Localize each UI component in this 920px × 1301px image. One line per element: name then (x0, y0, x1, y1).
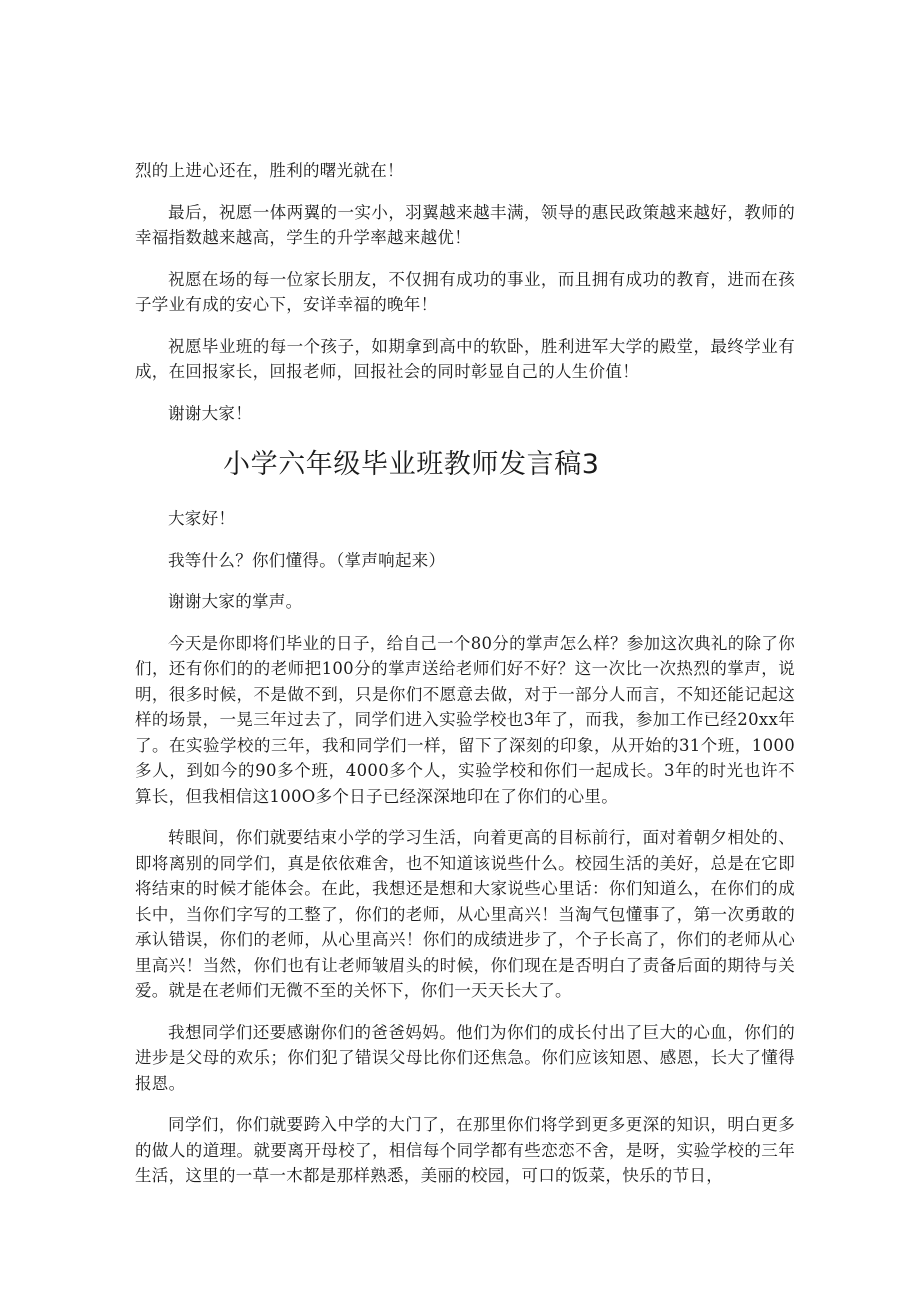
paragraph-middle-school: 同学们，你们就要跨入中学的大门了，在那里你们将学到更多更深的知识，明白更多的做人的道理。就要离开母校了，相信每个同学都有些恋恋不舍，是呀，实验学校的三年生活，这里的一草一木都是那样熟悉，美丽的校园，可口的饭菜，快乐的节日， (135, 1115, 795, 1185)
paragraph-wish-parents: 祝愿在场的每一位家长朋友，不仅拥有成功的事业，而且拥有成功的教育，进而在孩子学业有成的安心下，安详幸福的晚年！ (135, 269, 795, 314)
paragraph-farewell: 转眼间，你们就要结束小学的学习生活，向着更高的目标前行，面对着朝夕相处的、即将离别的同学们，真是依依难舍，也不知道该说些什么。校园生活的美好，总是在它即将结束的时候才能体会。在此，我想还是想和大家说些心里话：你们知道么，在你们的成长中，当你们字写的工整了，你们的老师，从心里高兴！当淘气包懂事了，第一次勇敢的承认错误，你们的老师，从心里高兴！你们的成绩进步了，个子长高了，你们的老师从心里高兴！当然，你们也有让老师皱眉头的时候，你们现在是否明白了责备后面的期待与关爱。就是在老师们无微不至的关怀下，你们一天天长大了。 (135, 828, 795, 1000)
paragraph-wish-students: 祝愿毕业班的每一个孩子，如期拿到高中的软卧，胜利进军大学的殿堂，最终学业有成，在回报家长，回报老师，回报社会的同时彰显自己的人生价值！ (135, 336, 795, 381)
paragraph-thanks: 谢谢大家！ (168, 403, 252, 423)
paragraph-applause-thanks: 谢谢大家的掌声。 (168, 592, 303, 611)
document-page (135, 158, 795, 1205)
paragraph-question: 我等什么？你们懂得。（掌声响起来） (168, 550, 446, 570)
section-title: 小学六年级毕业班教师发言稿3 (223, 449, 600, 480)
paragraph-continuation: 烈的上进心还在，胜利的曙光就在！ (135, 161, 404, 180)
paragraph-thank-parents: 我想同学们还要感谢你们的爸爸妈妈。他们为你们的成长付出了巨大的心血，你们的进步是父母的欢乐；你们犯了错误父母比你们还焦急。你们应该知恩、感恩，长大了懂得报恩。 (135, 1022, 795, 1093)
paragraph-wish-school: 最后，祝愿一体两翼的一实小，羽翼越来越丰满，领导的惠民政策越来越好，教师的幸福指数越来越高，学生的升学率越来越优！ (135, 202, 795, 247)
paragraph-graduation-day: 今天是你即将们毕业的日子，给自己一个80分的掌声怎么样？参加这次典礼的除了你们，还有你们的的老师把100分的掌声送给老师们好不好？这一次比一次热烈的掌声，说明，很多时候，不是做不到，只是你们不愿意去做，对于一部分人而言，不知还能记起这样的场景，一晃三年过去了，同学们进入实验学校也3年了，而我，参加工作已经20xx年了。在实验学校的三年，我和同学们一样，留下了深刻的印象，从开始的31个班，1000多人，到如今的90多个班，4000多个人，实验学校和你们一起成长。3年的时光也许不算长，但我相信这100O多个日子已经深深地印在了你们的心里。 (135, 633, 795, 806)
paragraph-greeting: 大家好！ (168, 509, 236, 528)
